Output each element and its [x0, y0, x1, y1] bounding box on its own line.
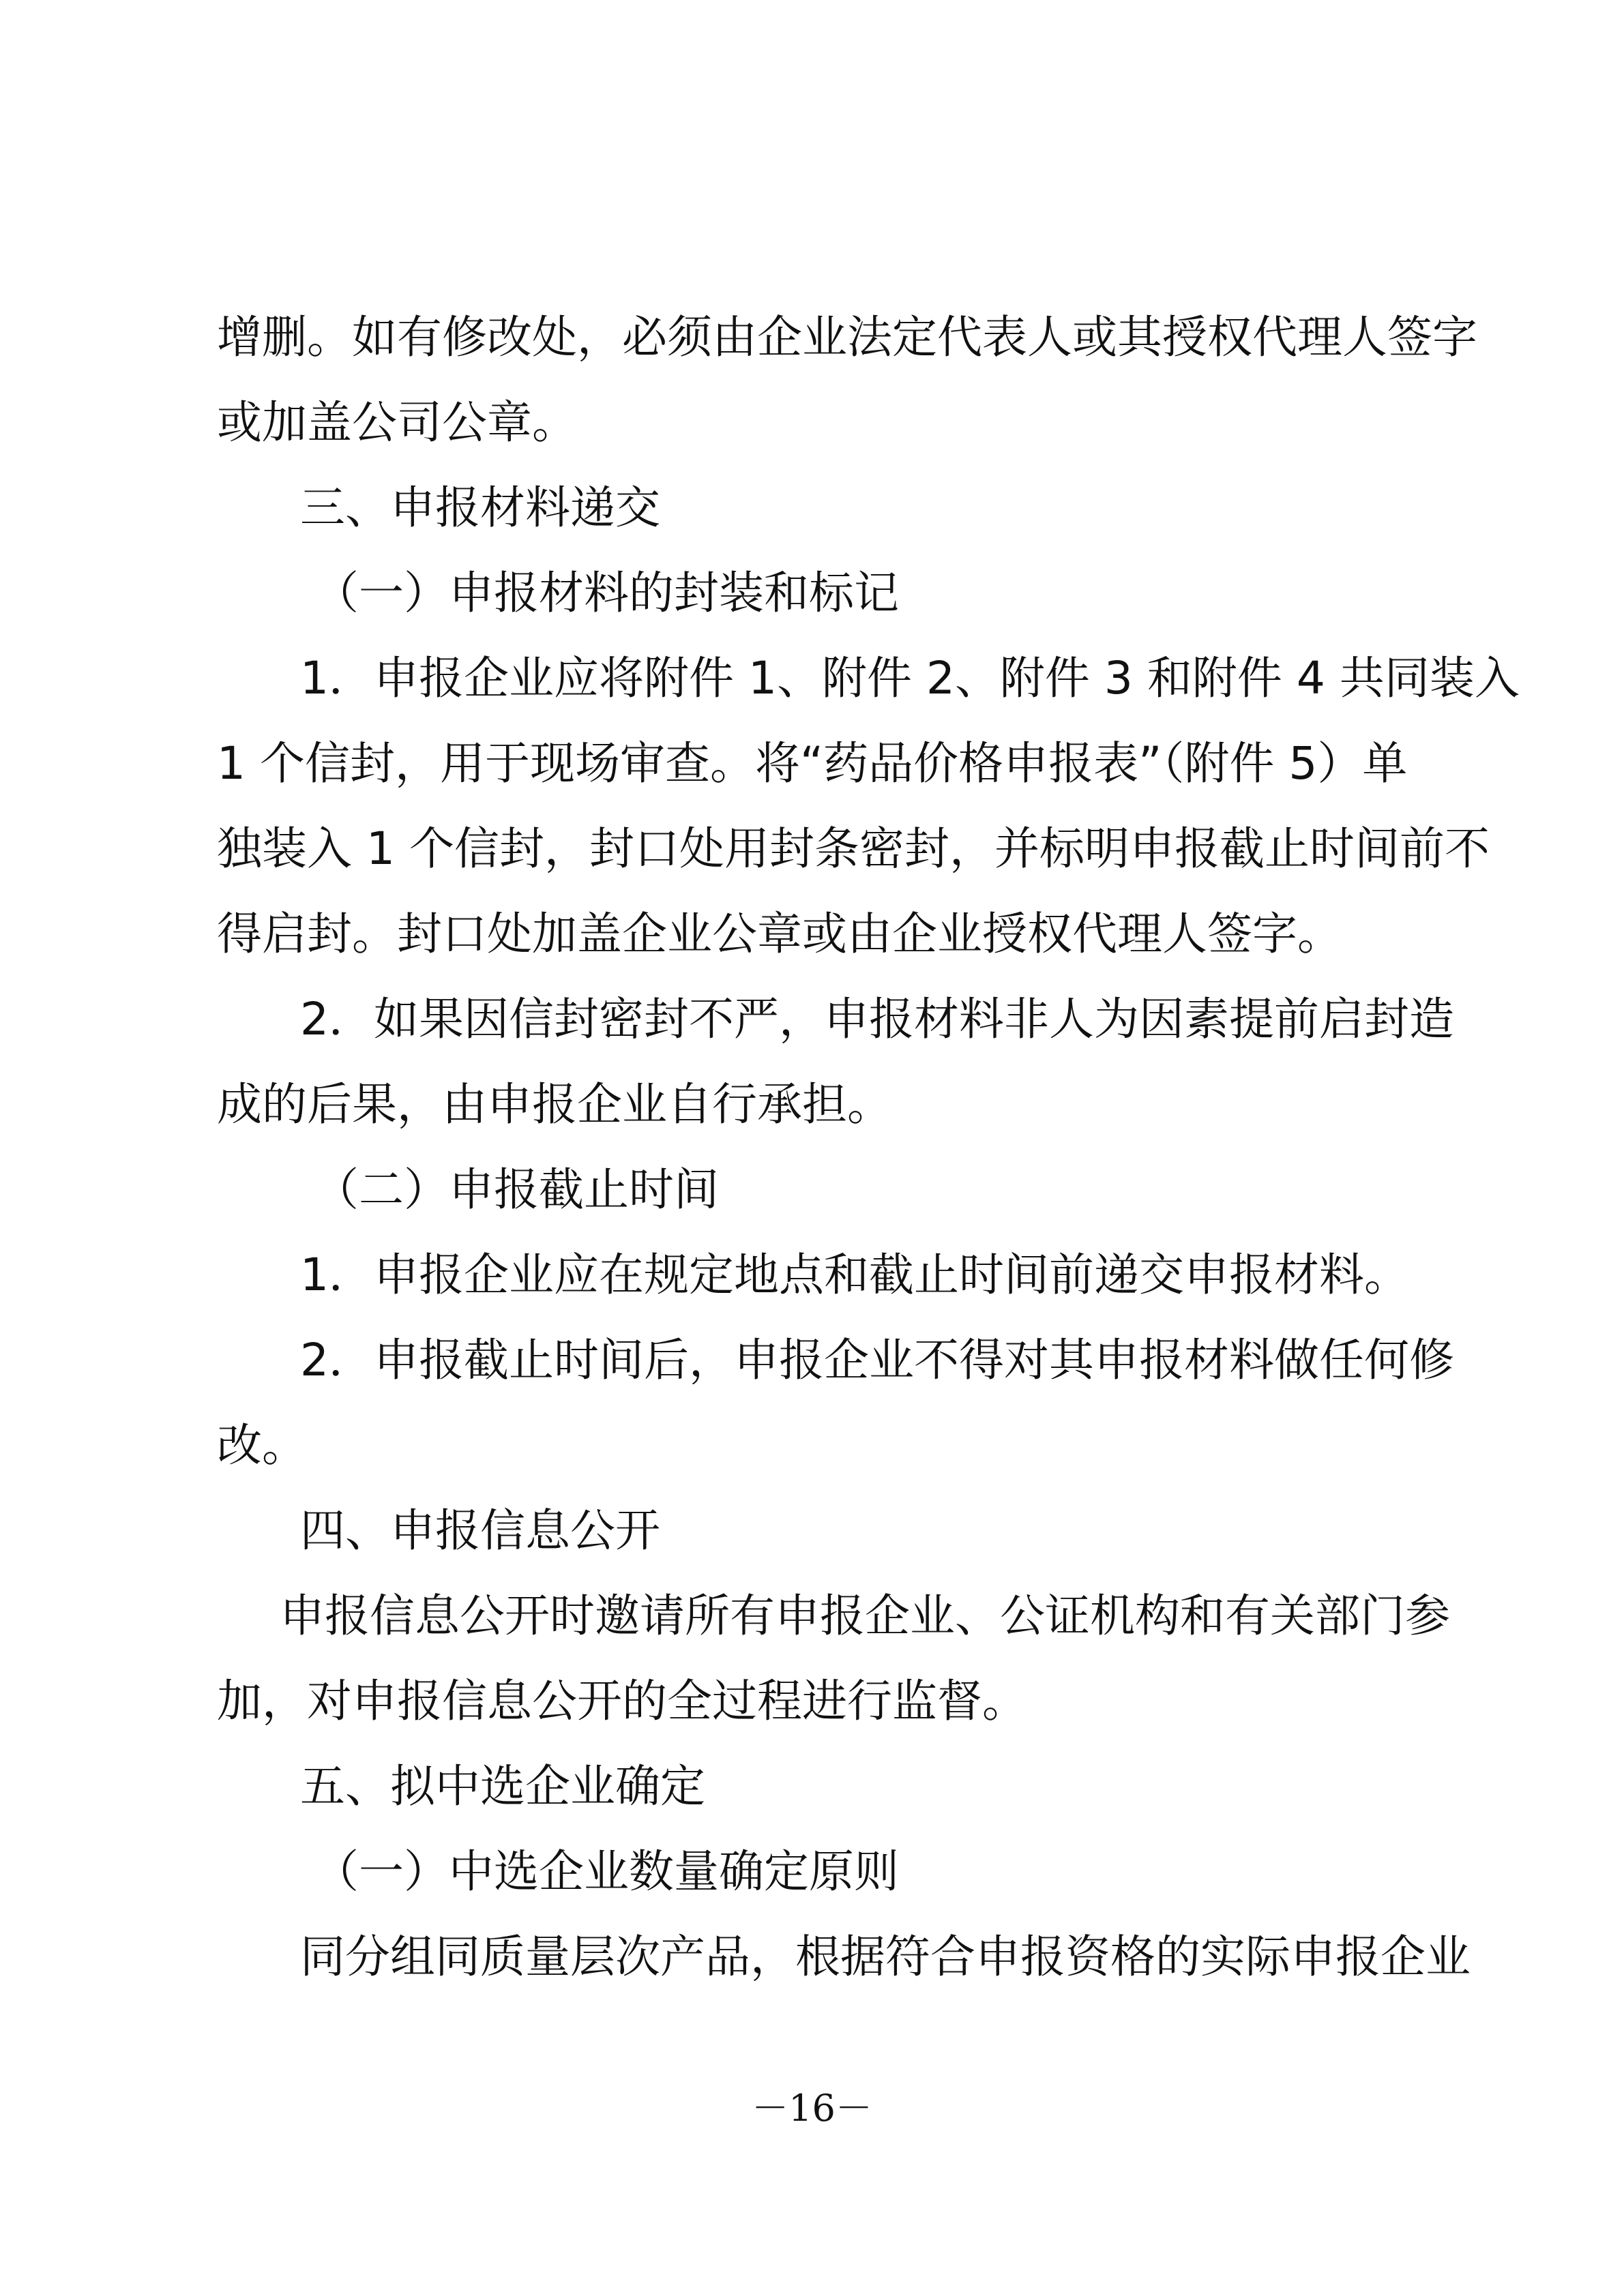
paragraph-line: 改。	[217, 1419, 307, 1472]
paragraph-line: 得启封。封口处加盖企业公章或由企业授权代理人签字。	[217, 908, 1342, 960]
paragraph-line: 成的后果，由申报企业自行承担。	[217, 1078, 892, 1131]
subsection-heading: （一）申报材料的封装和标记	[314, 567, 899, 619]
paragraph-line: 1．申报企业应将附件 1、附件 2、附件 3 和附件 4 共同装入	[300, 652, 1520, 704]
paragraph-line: 1 个信封，用于现场审查。将“药品价格申报表”（附件 5）单	[217, 737, 1408, 790]
paragraph-line: 2．申报截止时间后，申报企业不得对其申报材料做任何修	[300, 1334, 1454, 1386]
paragraph-line: 1．申报企业应在规定地点和截止时间前递交申报材料。	[300, 1249, 1409, 1301]
paragraph-line: 2．如果因信封密封不严，申报材料非人为因素提前启封造	[300, 993, 1454, 1045]
subsection-heading: （二）申报截止时间	[314, 1163, 719, 1216]
subsection-heading: （一）中选企业数量确定原则	[314, 1845, 899, 1898]
paragraph-line: 独装入 1 个信封，封口处用封条密封，并标明申报截止时间前不	[217, 822, 1490, 875]
page-number: －16－	[752, 2087, 872, 2130]
paragraph-line: 同分组同质量层次产品，根据符合申报资格的实际申报企业	[300, 1930, 1471, 1983]
section-heading: 三、申报材料递交	[300, 481, 660, 534]
paragraph-line: 增删。如有修改处，必须由企业法定代表人或其授权代理人签字	[217, 311, 1477, 363]
paragraph-line: 加，对申报信息公开的全过程进行监督。	[217, 1675, 1027, 1727]
paragraph-line: 申报信息公开时邀请所有申报企业、公证机构和有关部门参	[280, 1590, 1450, 1642]
section-heading: 五、拟中选企业确定	[300, 1760, 705, 1813]
paragraph-line: 或加盖公司公章。	[217, 396, 577, 449]
section-heading: 四、申报信息公开	[300, 1504, 660, 1557]
